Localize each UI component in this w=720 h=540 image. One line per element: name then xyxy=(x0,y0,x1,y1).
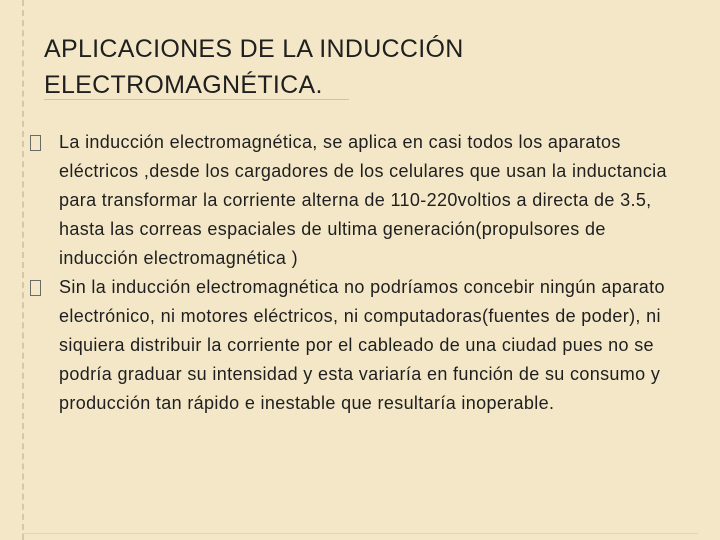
left-decorative-rule xyxy=(22,0,24,540)
bullet-text-2: Sin la inducción electromagnética no podríamos concebir ningún aparato electrónico, ni motores eléctricos, ni computadoras(fuentes de poder), ni siquiera distribuir la corriente por el cableado de una ciudad pues no se podría graduar su intensidad y esta variaría en función de su consumo y producción tan rápido e inestable que resultaría inoperable. xyxy=(59,277,665,413)
bullet-text-1: La inducción electromagnética, se aplica en casi todos los aparatos eléctricos ,desde los cargadores de los celulares que usan la inductancia para transformar la corriente alterna de 110-220voltios a directa de 3.5, hasta las correas espaciales de ultima generación(propulsores de inducción electromagnética ) xyxy=(59,132,667,268)
bullet-list xyxy=(30,128,690,418)
bullet-item-2 xyxy=(30,273,690,418)
bottom-decorative-rule xyxy=(22,533,698,534)
title-underline-rule xyxy=(44,99,349,100)
slide-title-line-1: APLICACIONES DE LA INDUCCIÓN xyxy=(44,35,464,63)
square-bullet-icon xyxy=(30,280,41,296)
slide-title xyxy=(44,31,684,103)
bullet-item-1 xyxy=(30,128,690,273)
slide-title-line-2: ELECTROMAGNÉTICA. xyxy=(44,71,323,99)
square-bullet-icon xyxy=(30,135,41,151)
